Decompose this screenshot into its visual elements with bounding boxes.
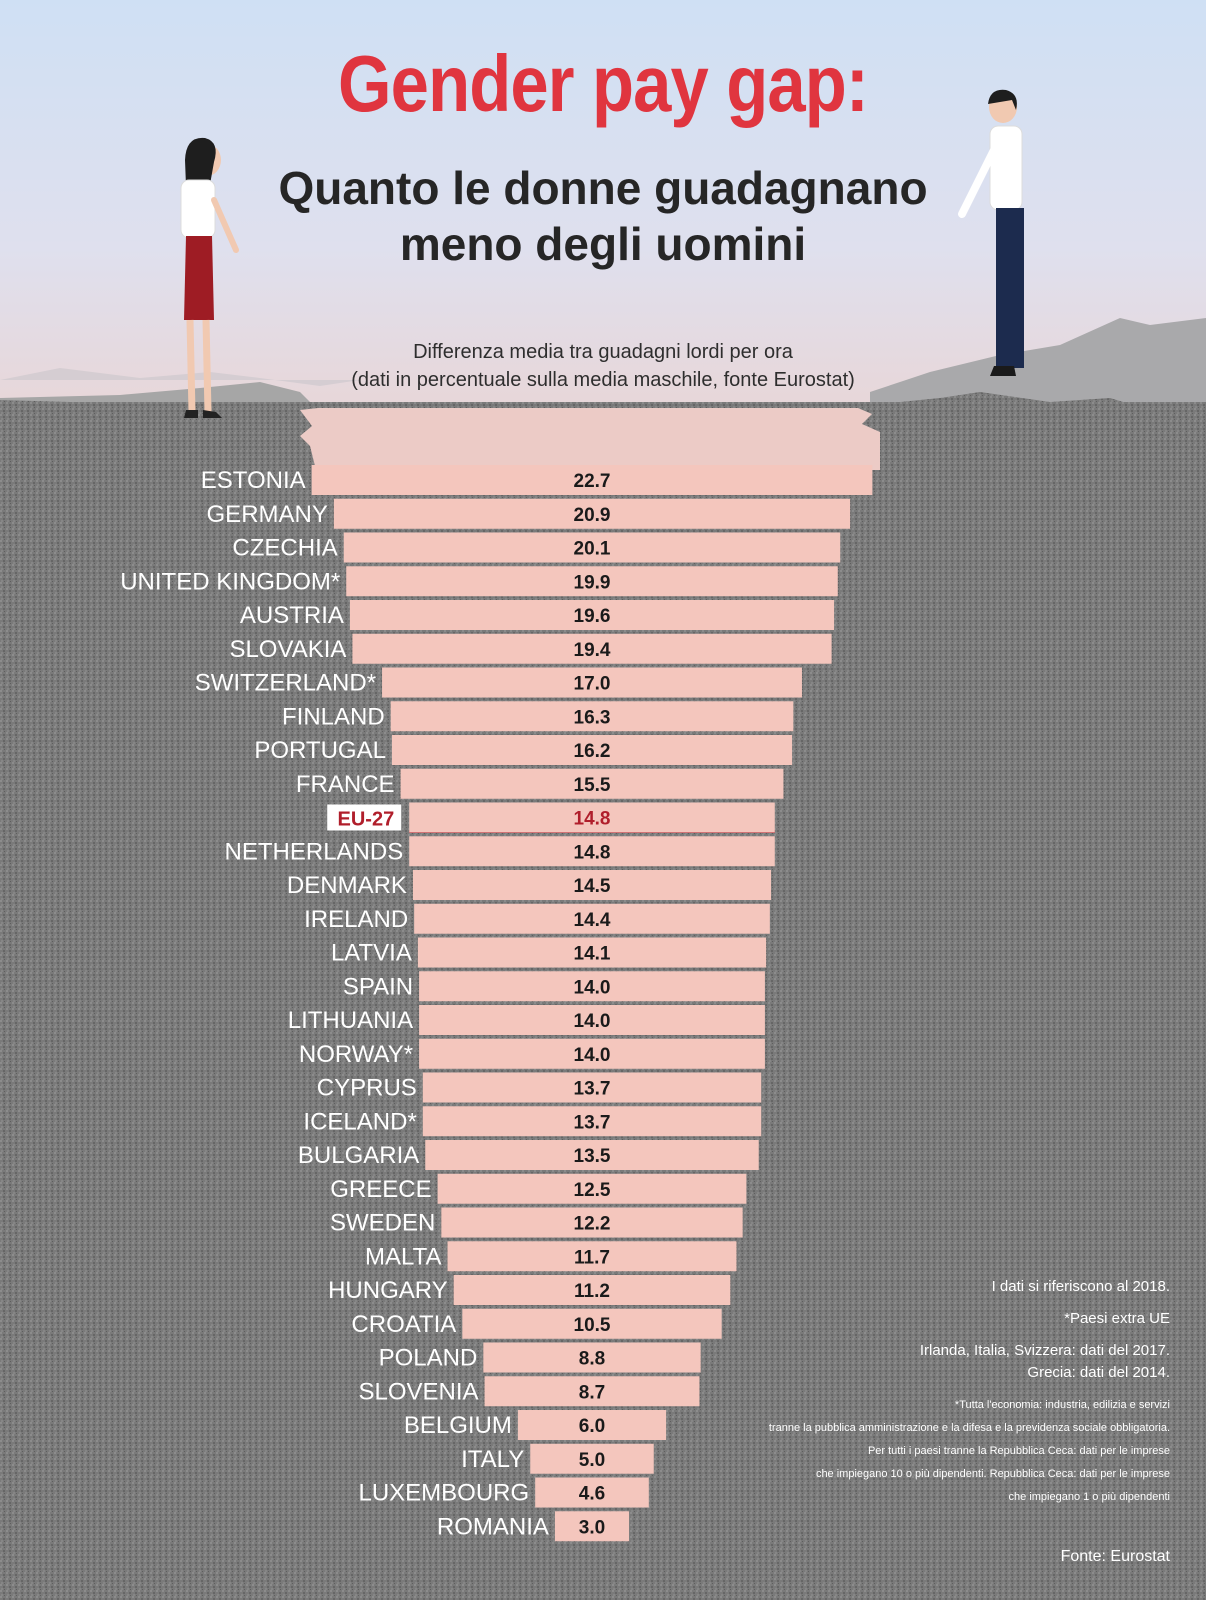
category-label: CROATIA	[351, 1310, 457, 1338]
value-label: 14.8	[573, 842, 611, 864]
value-label: 19.6	[573, 606, 611, 627]
category-label: IRELAND	[304, 905, 409, 933]
category-label: FINLAND	[282, 703, 385, 731]
value-label: 14.0	[573, 1044, 611, 1066]
caption-line-2: (dati in percentuale sulla media maschile, fonte Eurostat)	[351, 369, 855, 391]
chart-caption	[0, 338, 1206, 394]
value-label: 16.3	[573, 707, 611, 729]
value-label: 5.0	[578, 1449, 606, 1471]
category-label: POLAND	[378, 1344, 478, 1372]
value-label: 13.7	[573, 1078, 611, 1100]
category-label: NORWAY*	[298, 1040, 414, 1068]
crevasse-mouth	[300, 408, 880, 470]
category-label: NETHERLANDS	[224, 838, 404, 866]
category-label: BULGARIA	[297, 1142, 420, 1169]
source-label: Fonte: Eurostat	[1060, 1548, 1170, 1565]
value-label: 19.9	[573, 572, 611, 594]
value-label: 14.5	[573, 876, 611, 897]
category-label: SLOVENIA	[358, 1378, 479, 1406]
category-label: LUXEMBOURG	[358, 1479, 530, 1507]
category-label: UNITED KINGDOM*	[120, 568, 341, 596]
category-label: SWEDEN	[329, 1209, 436, 1237]
category-label: AUSTRIA	[239, 602, 344, 629]
note-year: I dati si riferiscono al 2018.	[991, 1278, 1170, 1295]
value-label: 12.5	[573, 1179, 611, 1201]
category-label: SPAIN	[342, 973, 414, 1001]
value-label: 15.5	[573, 774, 611, 796]
value-label: 14.0	[573, 1011, 611, 1032]
value-label: 13.7	[573, 1112, 611, 1134]
value-label: 8.7	[578, 1382, 606, 1404]
category-label: DENMARK	[286, 872, 407, 899]
category-label: PORTUGAL	[254, 737, 386, 764]
value-label: 20.9	[573, 504, 611, 526]
caption-line-1: Differenza media tra guadagni lordi per ora	[413, 341, 793, 363]
value-label: 22.7	[573, 471, 611, 492]
value-label: 10.5	[573, 1314, 611, 1336]
chart-subtitle	[0, 160, 1206, 272]
note-2017: Irlanda, Italia, Svizzera: dati del 2017.	[919, 1342, 1170, 1359]
note-non-eu: *Paesi extra UE	[1064, 1310, 1170, 1327]
value-label: 11.2	[574, 1281, 610, 1302]
notes-block	[650, 1276, 1170, 1509]
value-label: 16.2	[573, 741, 611, 762]
subtitle-line-1: Quanto le donne guadagnano	[278, 162, 928, 214]
value-label: 6.0	[578, 1416, 606, 1437]
value-label: 13.5	[573, 1146, 611, 1167]
note-small-5: che impiegano 1 o più dipendenti	[1008, 1491, 1170, 1503]
category-label: ROMANIA	[436, 1513, 549, 1541]
value-label: 17.0	[573, 673, 611, 695]
value-label: 11.7	[574, 1247, 610, 1269]
chart-title: Gender pay gap:	[338, 39, 868, 128]
category-label: FRANCE	[295, 770, 395, 798]
category-label: GERMANY	[206, 500, 328, 528]
category-label: LITHUANIA	[287, 1007, 414, 1034]
category-label: HUNGARY	[328, 1277, 448, 1304]
category-label: ESTONIA	[200, 467, 306, 494]
category-label: CYPRUS	[316, 1074, 417, 1102]
category-label: SLOVAKIA	[229, 635, 347, 663]
category-label: ICELAND*	[303, 1108, 417, 1136]
value-label: 14.4	[573, 909, 611, 931]
value-label: 14.8	[573, 808, 611, 830]
category-label: SWITZERLAND*	[194, 669, 377, 697]
note-small-2: tranne la pubblica amministrazione e la difesa e la previdenza sociale obbligatoria.	[768, 1422, 1170, 1434]
note-small-4: che impiegano 10 o più dipendenti. Repubblica Ceca: dati per le imprese	[815, 1468, 1170, 1480]
note-small-1: *Tutta l'economia: industria, edilizia e servizi	[954, 1399, 1170, 1411]
value-label: 4.6	[578, 1483, 606, 1505]
category-label: ITALY	[461, 1445, 525, 1473]
value-label: 14.1	[573, 943, 611, 965]
note-small-3: Per tutti i paesi tranne la Repubblica Ceca: dati per le imprese	[867, 1445, 1170, 1457]
category-label: EU-27	[337, 808, 395, 831]
value-label: 3.0	[578, 1517, 606, 1539]
value-label: 8.8	[578, 1348, 606, 1370]
subtitle-line-2: meno degli uomini	[399, 218, 807, 270]
category-label: LATVIA	[330, 939, 412, 967]
value-label: 14.0	[573, 977, 611, 999]
value-label: 19.4	[573, 639, 611, 661]
category-label: BELGIUM	[403, 1412, 512, 1439]
category-label: GREECE	[330, 1175, 432, 1203]
category-label: CZECHIA	[232, 534, 338, 562]
value-label: 20.1	[573, 538, 611, 560]
value-label: 12.2	[573, 1213, 611, 1235]
note-2014: Grecia: dati del 2014.	[1027, 1364, 1170, 1381]
category-label: MALTA	[365, 1243, 442, 1271]
